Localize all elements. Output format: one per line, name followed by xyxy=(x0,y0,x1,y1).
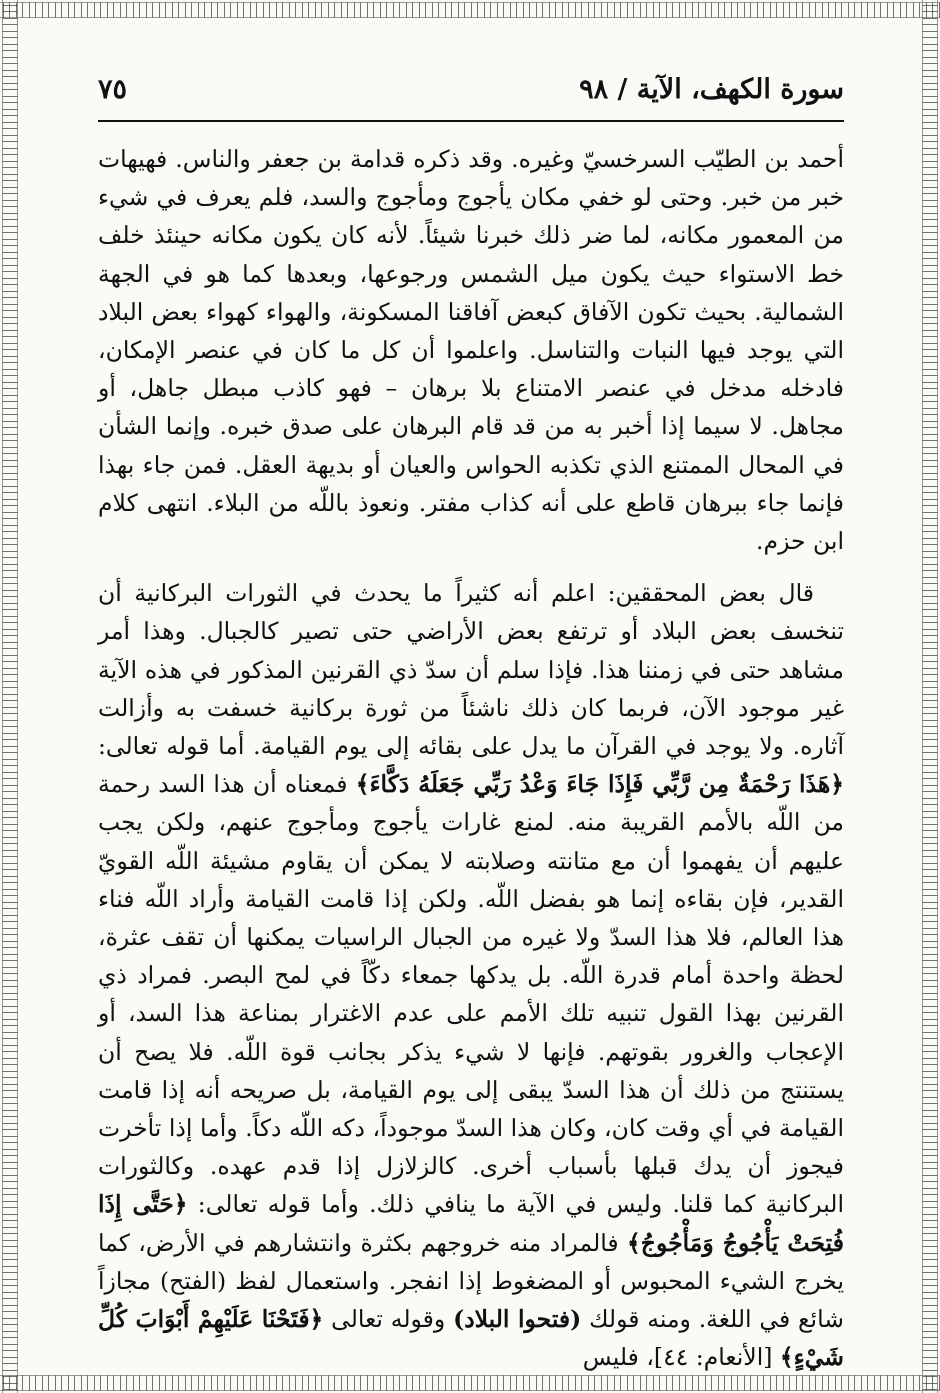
quran-verse-3: ﴿فَتَحْنَا عَلَيْهِمْ أَبْوَابَ كُلِّ شَيْءٍ﴾ xyxy=(98,1305,844,1372)
page-number: ٧٥ xyxy=(98,74,128,105)
decorative-border-bottom xyxy=(0,1375,940,1391)
quran-verse-1: ﴿هَذَا رَحْمَةٌ مِن رَّبِّي فَإِذَا جَاءَ وَعْدُ رَبِّي جَعَلَهُ دَكَّاءَ﴾ xyxy=(355,770,844,799)
decorative-border-top xyxy=(0,2,940,18)
paragraph-2-text-2: فمعناه أن هذا السد رحمة من اللّه بالأمم القريبة منه. لمنع غارات يأجوج ومأجوج عنهم، ولكن يجب عليهم أن يفهموا أن مع متانته وصلابته لا يمكن أن يقاوم مشيئة اللّه القويّ القدير، فإن بقاءه إنما هو بفضل اللّه. ولكن إذا قامت القيامة وأراد اللّه فناء هذا العالم، فلا هذا السدّ ولا غيره من الجبال الراسيات يمكنها أن تقف عثرة، لحظة واحدة أمام قدرة اللّه. بل يدكها جمعاء دكّاً في لمح البصر. فمراد ذي القرنين بهذا القول تنبيه تلك الأمم على عدم الاغترار بمناعة هذا السد، أو الإعجاب والغرور بقوتهم. فإنها لا شيء يذكر بجانب قوة اللّه. فلا يصح أن يستنتج من ذلك أن هذا السدّ يبقى إلى يوم القيامة، بل صريحه أنه إذا قامت القيامة في أي وقت كان، وكان هذا السدّ موجوداً، دكه اللّه دكاً. وأما إذا تأخرت فيجوز أن يدك قبلها بأسباب أخرى. كالزلازل إذا قدم عهده. وكالثورات البركانية كما قلنا. وليس في الآية ما ينافي ذلك. وأما قوله تعالى: xyxy=(98,770,844,1219)
page-body xyxy=(98,140,844,1377)
running-title: سورة الكهف، الآية / ٩٨ xyxy=(579,74,844,105)
quran-verse-2: ﴿حَتَّى إِذَا فُتِحَتْ يَأْجُوجُ وَمَأْجُوجُ﴾ xyxy=(98,1190,844,1257)
header-rule xyxy=(98,120,844,122)
paragraph-2-text-1: قال بعض المحققين: اعلم أنه كثيراً ما يحدث في الثورات البركانية أن تنخسف بعض البلاد أو ترتفع بعض الأراضي حتى تصير كالجبال. وهذا أمر مشاهد حتى في زمننا هذا. فإذا سلم أن سدّ ذي القرنين المذكور في هذه الآية غير موجود الآن، فربما كان ذلك ناشئاً من ثورة بركانية خسفت به وأزالت آثاره. ولا يوجد في القرآن ما يدل على بقائه إلى يوم القيامة. أما قوله تعالى: xyxy=(98,579,844,761)
paragraph-1: أحمد بن الطيّب السرخسيّ وغيره. وقد ذكره قدامة بن جعفر والناس. فهيهات خبر من خبر. وحتى لو خفي مكان يأجوج ومأجوج والسد، فلم يعرف في شيء من المعمور مكانه، لما ضر ذلك خبرنا شيئاً. لأنه كان يكون مكانه حينئذ خلف خط الاستواء حيث يكون ميل الشمس ورجوعها، وبعدها كما هو في الجهة الشمالية. بحيث تكون الآفاق كبعض آفاقنا المسكونة، والهواء كهواء بعض البلاد التي يوجد فيها النبات والتناسل. واعلموا أن كل ما كان في عنصر الإمكان، فادخله مدخل في عنصر الامتناع بلا برهان – فهو كاذب مبطل جاهل، أو مجاهل. لا سيما إذا أخبر به من قد قام البرهان على صدق خبره. وإنما الشأن في المحال الممتنع الذي تكذبه الحواس والعيان أو بديهة العقل. فمن جاء بهذا فإنما جاء ببرهان قاطع على أنه كذاب مفتر. ونعوذ باللّه من البلاء. انتهى كلام ابن حزم. xyxy=(98,145,844,556)
decorative-border-left xyxy=(2,0,18,1393)
paragraph-2-text-4: وقوله تعالى xyxy=(331,1305,446,1334)
quoted-phrase: (فتحوا البلاد) xyxy=(453,1305,582,1334)
paragraph-2-text-3: فالمراد منه خروجهم بكثرة وانتشارهم في الأرض، كما يخرج الشيء المحبوس أو المضغوط إذا انفجر. واستعمال لفظ (الفتح) مجازاً شائع في اللغة. ومنه قولك xyxy=(98,1228,844,1334)
decorative-border-right xyxy=(922,0,938,1393)
page-header xyxy=(98,74,844,116)
paragraph-2 xyxy=(98,574,844,1376)
paragraph-2-text-5: [الأنعام: ٤٤]، فليس xyxy=(582,1343,773,1372)
